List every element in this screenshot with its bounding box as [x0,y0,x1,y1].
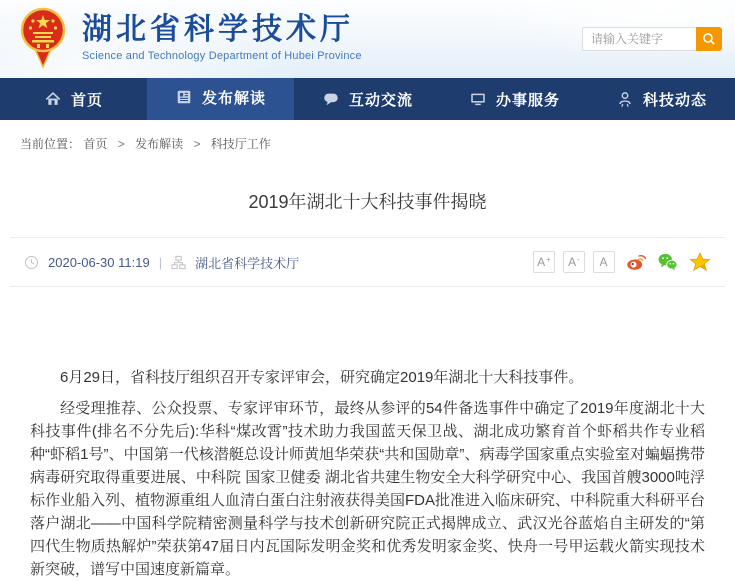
nav-item-services[interactable] [441,78,588,120]
news-icon [175,88,193,106]
person-icon [616,90,634,108]
nav-item-label: 办事服务 [495,91,560,109]
breadcrumb-current-link[interactable]: 科技厅工作 [210,137,271,151]
font-increase-button[interactable]: A + [533,251,555,273]
main-nav [0,78,735,120]
breadcrumb-label: 当前位置： [20,137,81,151]
article-paragraph: 6月29日，省科技厅组织召开专家评审会，研究确定2019年湖北十大科技事件。 [60,369,584,386]
site-subtitle: Science and Technology Department of Hubei Province [82,50,362,62]
search-bar [582,27,722,51]
article-source: 湖北省科学技术厅 [195,255,300,271]
meta-divider: | [158,254,163,270]
nav-item-interaction[interactable] [294,78,441,120]
font-decrease-button[interactable]: A - [563,251,585,273]
article [0,189,735,581]
search-input[interactable] [582,27,696,51]
clock-icon [24,255,39,270]
nav-item-sci-tech-news[interactable] [588,78,735,120]
nav-item-label: 发布解读 [201,89,266,107]
nav-item-publications[interactable] [147,74,294,120]
breadcrumb-section-link[interactable]: 发布解读 [135,137,184,151]
organization-icon [171,255,186,270]
wechat-icon[interactable] [657,251,679,273]
monitor-icon [469,90,487,108]
search-button[interactable] [696,27,722,51]
china-national-emblem-icon [20,7,66,71]
nav-item-label: 互动交流 [348,91,413,109]
nav-item-home[interactable] [0,78,147,120]
article-paragraph: 经受理推荐、公众投票、专家评审环节，最终从参评的54件备选事件中确定了2019年度湖北十大科技事件(排名不分先后):华科“煤改霄”技术助力我国蓝天保卫战、湖北成功繁育首个虾稻共作专业稻种“虾稻1号”、中国第一代核潜艇总设计师黄旭华荣获“共和国勋章”、病毒学国家重点实验室对蝙蝠携带病毒研究取得重要进展、中科院 国家卫健委 湖北省共建生物安全大科学研究中心、我国首艘3000吨浮标作业船入列、植物源重组人血清白蛋白注射液获得美国FDA批准进入临床研究、中科院重大科研平台落户湖北——中国科学院精密测量科学与技术创新研究院正式揭牌成立、武汉光谷蓝焰自主研发的“第四代生物质热解炉”荣获第47届日内瓦国际发明金奖和优秀发明家金奖、快舟一号甲运载火箭实现技术新突破，谱写中国速度新篇章。 [30,400,706,578]
nav-item-label: 首页 [70,91,103,109]
breadcrumb-separator: > [193,137,201,151]
qzone-star-icon[interactable] [689,251,711,273]
article-meta-bar [0,238,735,286]
breadcrumb-separator: > [117,137,125,151]
search-icon [702,32,716,46]
chat-icon [322,90,340,108]
breadcrumb [0,120,735,152]
nav-item-label: 科技动态 [642,91,707,109]
article-meta [24,253,299,272]
publish-date: 2020-06-30 11:19 [48,254,150,270]
site-brand [82,13,362,62]
site-title: 湖北省科学技术厅 [82,13,354,46]
article-body [0,287,735,581]
site-header [0,0,735,78]
article-tools [533,251,711,273]
weibo-icon[interactable] [625,251,647,273]
home-icon [44,90,62,108]
article-title: 2019年湖北十大科技事件揭晓 [248,192,487,212]
font-reset-button[interactable]: A [593,251,615,273]
breadcrumb-home-link[interactable]: 首页 [83,137,108,151]
